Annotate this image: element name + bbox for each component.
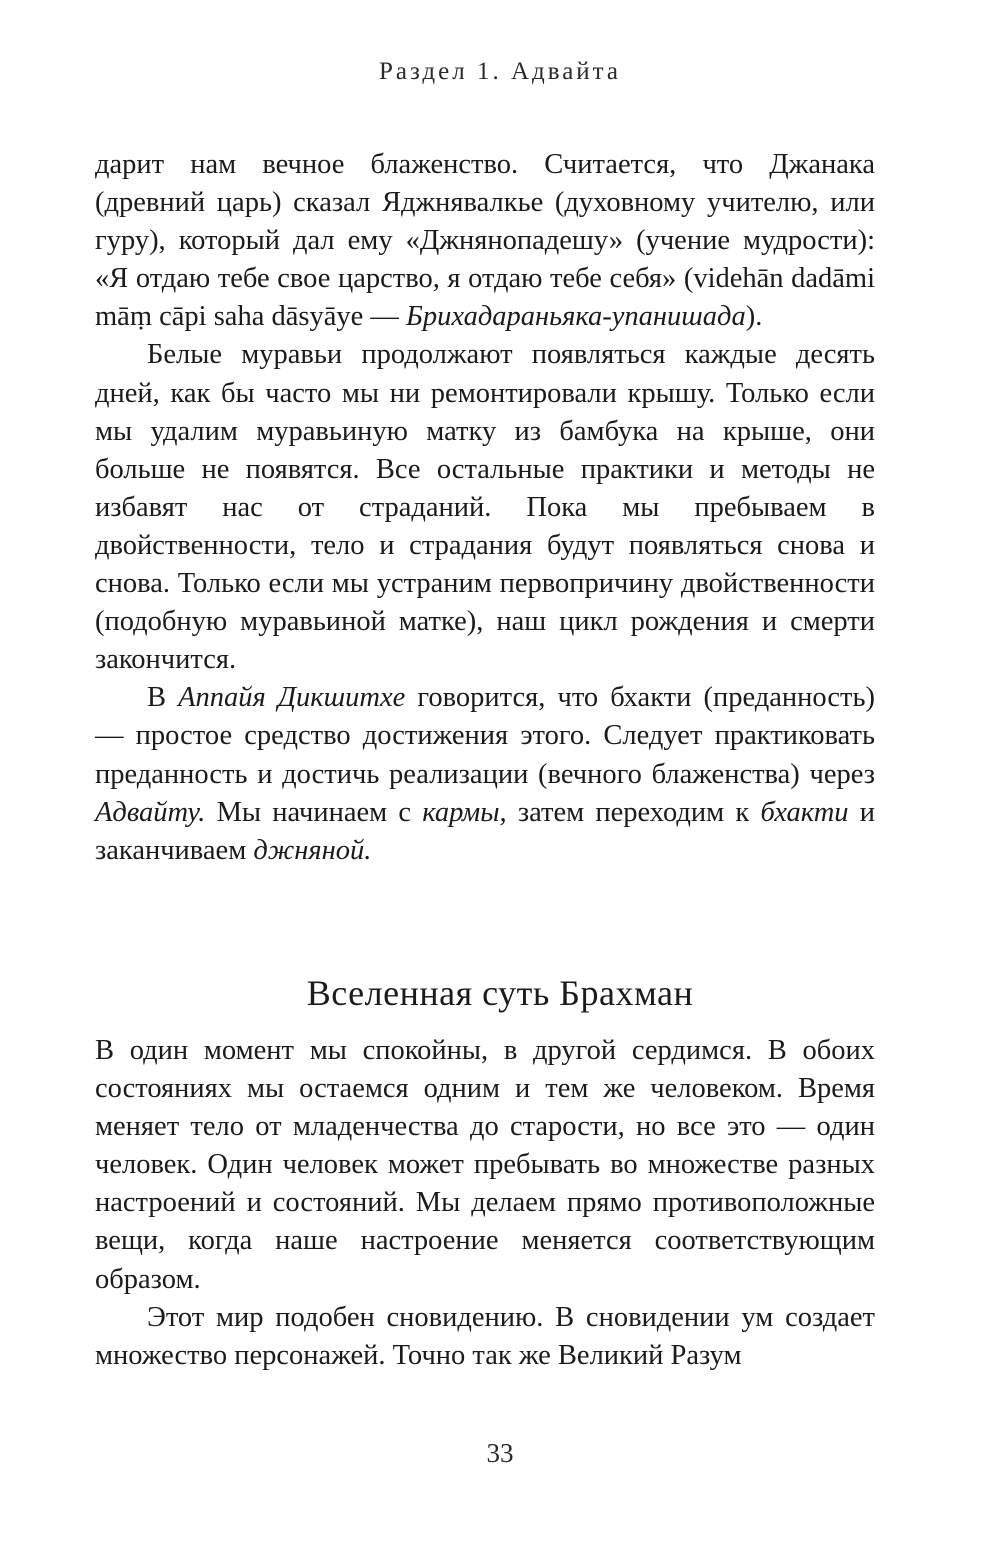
paragraph-text: Этот мир подобен сновидению. В сновидении ум создает множество персонажей. Точно так же Великий Разум xyxy=(95,1301,875,1371)
italic-term: бхакти xyxy=(760,796,849,828)
text-block-top xyxy=(95,146,875,870)
italic-term: кармы, xyxy=(422,796,507,828)
paragraph-text: затем переходим к xyxy=(506,796,761,828)
paragraph xyxy=(95,146,875,336)
running-header: Раздел 1. Адвайта xyxy=(378,58,621,85)
section-heading: Вселенная суть Брахман xyxy=(306,973,694,1013)
italic-term: Брихадараньяка-упанишада xyxy=(406,301,746,333)
paragraph xyxy=(95,1299,875,1375)
italic-term: Аппайя Дикшитхе xyxy=(178,682,406,714)
italic-term: Адвайту. xyxy=(95,796,206,828)
paragraph-text: Белые муравьи продолжают появляться каждые десять дней, как бы часто мы ни ремонтировали крышу. Только если мы удалим муравьиную матку из бамбука на крыше, они больше не появятся. Все остальные практики и методы не избавят нас от страданий. Пока мы пребываем в двойственности, тело и страдания будут появляться снова и снова. Только если мы устраним первопричину двойственности (подобную муравьиной матке), наш цикл рождения и смерти закончится. xyxy=(95,339,875,676)
paragraph-text: В один момент мы спокойны, в другой сердимся. В обоих состояниях мы остаемся одним и тем же человеком. Время меняет тело от младенчества до старости, но все это — один человек. Один человек может пребывать во множестве разных настроений и состояний. Мы делаем прямо противоположные вещи, когда наше настроение меняется соответствующим образом. xyxy=(95,1035,875,1295)
paragraph-text: ). xyxy=(745,301,763,333)
paragraph-text: говорится, что бхакти (преданность) — простое средство достижения этого. Следует практиковать преданность и достичь реализации (вечного блаженства) через xyxy=(95,682,875,790)
paragraph xyxy=(95,336,875,679)
text-block-bottom xyxy=(95,1032,875,1375)
italic-term: джняной. xyxy=(253,834,372,866)
paragraph-text: дарит нам вечное блаженство. Считается, что Джанака (древний царь) сказал Яджнявалкье (духовному учителю, или гуру), который дал ему «Джнянопадешу» (учение мудрости): «Я отдаю тебе свое царство, я отдаю тебе себя» (videhān dadāmi māṃ cāpi saha dāsyāye — xyxy=(95,149,875,333)
paragraph xyxy=(95,1032,875,1299)
paragraph-text: Мы начинаем с xyxy=(205,796,423,828)
paragraph-text: и заканчиваем xyxy=(95,796,875,866)
page-number: 33 xyxy=(486,1438,514,1468)
paragraph-text: В xyxy=(147,682,179,714)
paragraph xyxy=(95,679,875,869)
